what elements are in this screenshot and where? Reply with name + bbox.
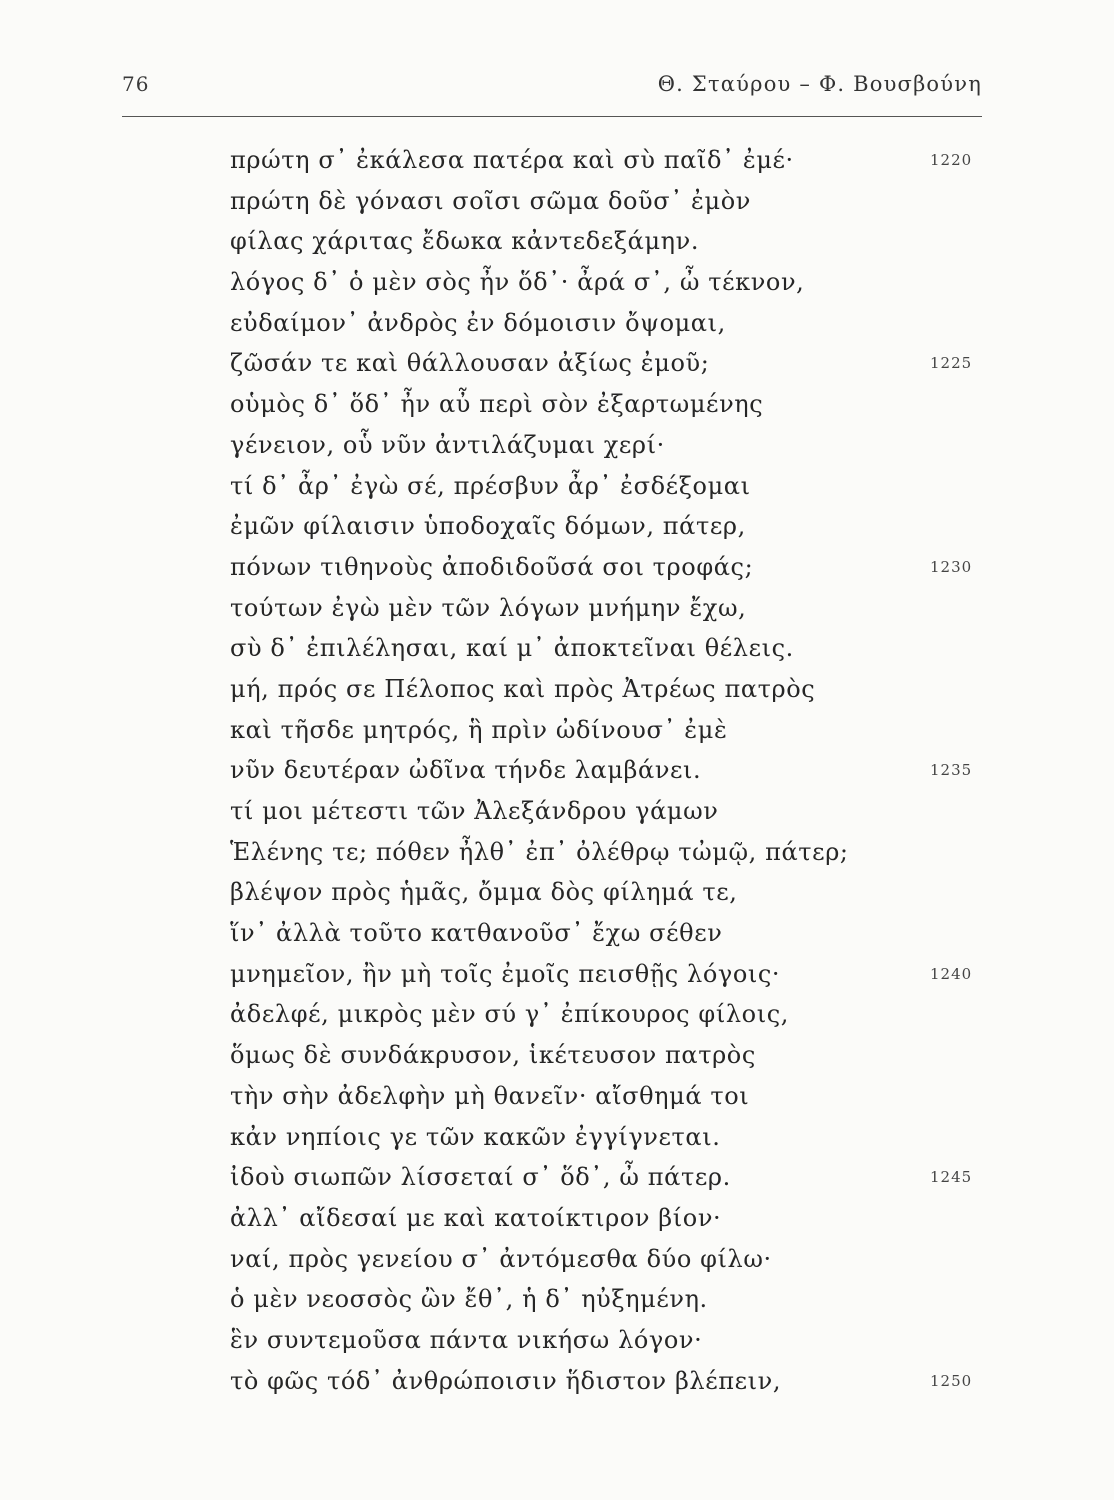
verse-text: τὴν σὴν ἀδελφὴν μὴ θανεῖν· αἴσθημά τοι [230,1081,750,1110]
verse-line [230,384,990,425]
verse-line [230,710,990,751]
verse-line [230,1157,990,1198]
verse-text: φίλας χάριτας ἔδωκα κἀντεδεξάμην. [230,227,700,256]
verse-text: ζῶσάν τε καὶ θάλλουσαν ἀξίως ἐμοῦ; [230,349,710,378]
verse-text: καὶ τῆσδε μητρός, ἣ πρὶν ὠδίνουσ᾽ ἐμὲ [230,715,728,744]
verse-text: κἀν νηπίοις γε τῶν κακῶν ἐγγίγνεται. [230,1122,721,1151]
verse-text: βλέψον πρὸς ἡμᾶς, ὄμμα δὸς φίλημά τε, [230,878,738,907]
verse-text: μνημεῖον, ἢν μὴ τοῖς ἐμοῖς πεισθῇς λόγοις· [230,959,781,988]
verse-text: νῦν δευτέραν ὠδῖνα τήνδε λαμβάνει. [230,756,702,785]
line-number: 1230 [930,557,973,576]
verse-text: γένειον, οὗ νῦν ἀντιλάζυμαι χερί· [230,430,665,459]
verse-text: ἵν᾽ ἀλλὰ τοῦτο κατθανοῦσ᾽ ἔχω σέθεν [230,919,723,948]
header-rule [122,116,982,117]
verse-text: τί μοι μέτεστι τῶν Ἀλεξάνδρου γάμων [230,797,719,825]
verse-line [230,913,990,954]
verse-text: ὁ μὲν νεοσσὸς ὢν ἔθ᾽, ἡ δ᾽ ηὐξημένη. [230,1285,708,1314]
verse-text: Ἑλένης τε; πόθεν ἦλθ᾽ ἐπ᾽ ὀλέθρῳ τὠμῷ, πάτερ; [230,837,849,866]
verse-line [230,140,990,181]
verse-line [230,1198,990,1239]
verse-line [230,262,990,303]
verse-text: ἀδελφέ, μικρὸς μὲν σύ γ᾽ ἐπίκουρος φίλοις, [230,1000,789,1029]
verse-line [230,954,990,995]
verse-line [230,1279,990,1320]
verse-line [230,1035,990,1076]
verse-text: τί δ᾽ ἆρ᾽ ἐγὼ σέ, πρέσβυν ἆρ᾽ ἐσδέξομαι [230,471,751,500]
verse-line [230,425,990,466]
verse-line [230,872,990,913]
line-number: 1220 [930,151,973,169]
verse-line [230,669,990,710]
verse-text: πρώτη σ᾽ ἐκάλεσα πατέρα καὶ σὺ παῖδ᾽ ἐμέ· [230,146,794,174]
line-number: 1225 [930,354,973,373]
verse-block [230,140,990,1401]
line-number: 1235 [930,761,973,780]
line-number: 1245 [930,1168,973,1187]
verse-text: τούτων ἐγὼ μὲν τῶν λόγων μνήμην ἔχω, [230,593,747,622]
verse-line [230,303,990,344]
verse-text: ναί, πρὸς γενείου σ᾽ ἀντόμεσθα δύο φίλω· [230,1244,772,1273]
verse-text: σὺ δ᾽ ἐπιλέλησαι, καί μ᾽ ἀποκτεῖναι θέλεις. [230,634,794,663]
verse-line [230,1117,990,1158]
verse-text: ἓν συντεμοῦσα πάντα νικήσω λόγον· [230,1325,703,1354]
verse-line [230,466,990,507]
page-number: 76 [122,72,150,96]
verse-text: οὑμὸς δ᾽ ὅδ᾽ ἦν αὖ περὶ σὸν ἐξαρτωμένης [230,390,764,419]
running-head: Θ. Σταύρου – Φ. Βουσβούνη [657,72,982,96]
verse-line [230,1239,990,1280]
verse-line [230,1361,990,1402]
verse-line [230,832,990,873]
verse-line [230,791,990,832]
verse-text: ἰδοὺ σιωπῶν λίσσεταί σ᾽ ὅδ᾽, ὦ πάτερ. [230,1163,731,1192]
verse-text: πόνων τιθηνοὺς ἀποδιδοῦσά σοι τροφάς; [230,552,754,581]
line-number: 1250 [930,1371,973,1390]
verse-line [230,750,990,791]
verse-line [230,1076,990,1117]
verse-line [230,994,990,1035]
verse-line [230,221,990,262]
verse-text: λόγος δ᾽ ὁ μὲν σὸς ἦν ὅδ᾽· ἆρά σ᾽, ὦ τέκνον, [230,268,805,297]
verse-text: μή, πρός σε Πέλοπος καὶ πρὸς Ἀτρέως πατρὸς [230,674,816,703]
verse-text: τὸ φῶς τόδ᾽ ἀνθρώποισιν ἥδιστον βλέπειν, [230,1366,782,1395]
verse-line [230,547,990,588]
page-header [122,72,982,106]
verse-text: ἀλλ᾽ αἴδεσαί με καὶ κατοίκτιρον βίον· [230,1203,722,1232]
verse-text: ἐμῶν φίλαισιν ὑποδοχαῖς δόμων, πάτερ, [230,512,746,541]
verse-text: ὅμως δὲ συνδάκρυσον, ἱκέτευσον πατρὸς [230,1041,756,1070]
verse-line [230,343,990,384]
verse-text: πρώτη δὲ γόνασι σοῖσι σῶμα δοῦσ᾽ ἐμὸν [230,186,751,215]
verse-line [230,181,990,222]
verse-line [230,628,990,669]
verse-line [230,506,990,547]
verse-line [230,588,990,629]
verse-text: εὐδαίμον᾽ ἀνδρὸς ἐν δόμοισιν ὄψομαι, [230,308,726,337]
line-number: 1240 [930,964,973,983]
verse-line [230,1320,990,1361]
